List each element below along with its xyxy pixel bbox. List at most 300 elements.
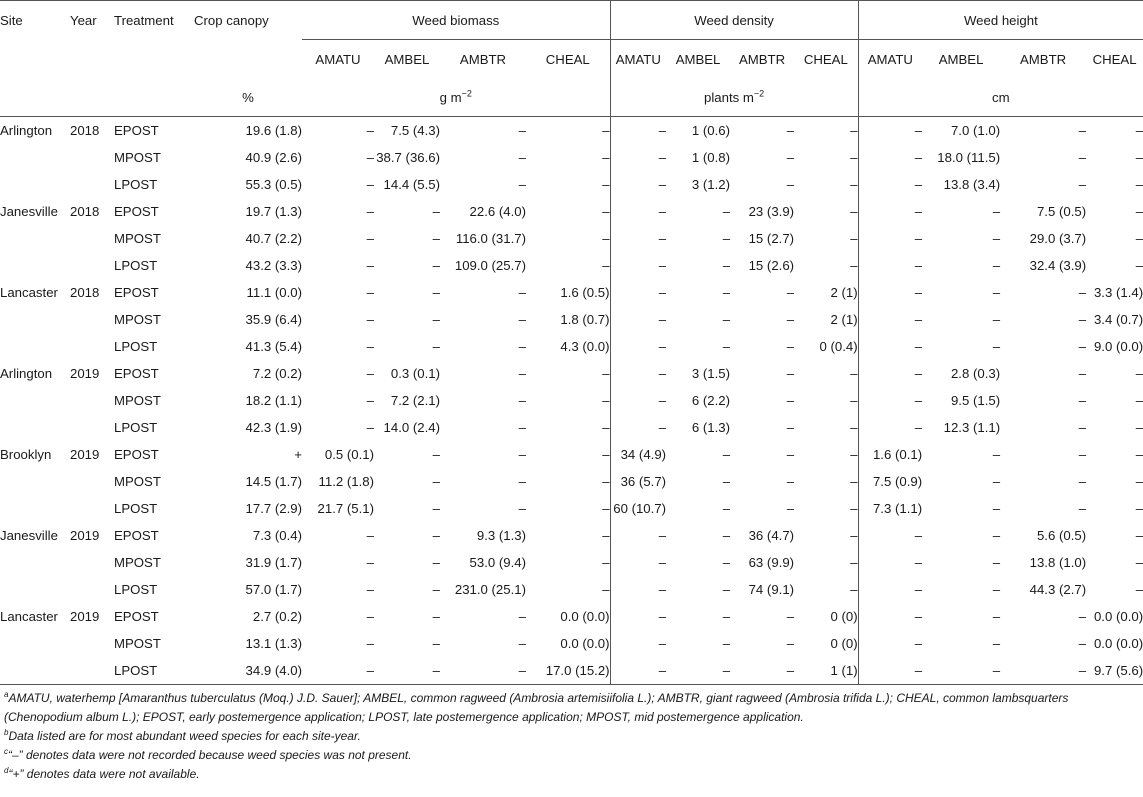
cell-site: Janesville [0,528,58,543]
table-row [0,630,1143,657]
cell-biomass: – [366,366,374,381]
cell-height: – [858,279,922,306]
cell-biomass: 1.8 (0.7) [560,312,610,327]
cell-biomass: 22.6 (4.0) [469,204,526,219]
cell-year [70,657,114,685]
species-header: AMATU [858,40,922,79]
cell-biomass: – [518,123,526,138]
cell-height: – [1135,582,1143,597]
cell-biomass: – [602,420,610,435]
cell-height: – [1078,177,1087,192]
cell-biomass: – [366,204,374,219]
table-row [0,468,1143,495]
cell-site [0,468,70,495]
cell-density: – [666,657,730,685]
cell-density: – [786,420,795,435]
cell-crop-canopy: 7.2 (0.2) [252,366,302,381]
cell-density: 1 (0.8) [691,150,731,165]
species-header: AMBEL [675,51,721,67]
cell-density: 15 (2.6) [748,258,795,273]
unit-weed-biomass: g $m^{-2}$ [302,78,610,117]
cell-biomass: – [518,636,526,651]
cell-density: – [786,312,795,327]
footnote-mark: a [4,690,9,699]
cell-density: 3 (1.2) [691,177,731,192]
table-row [0,171,1143,198]
cell-biomass: – [518,285,526,300]
cell-biomass: – [366,123,374,138]
unit-crop-canopy: % [242,89,254,105]
cell-biomass: – [602,528,610,543]
cell-treatment: MPOST [114,636,161,651]
cell-biomass: – [432,609,440,624]
cell-height: 7.3 (1.1) [858,495,922,522]
table-row [0,306,1143,333]
cell-height: – [858,198,922,225]
cell-biomass: – [366,150,374,165]
cell-biomass: – [366,582,374,597]
cell-density: – [610,252,666,279]
table-row [0,657,1143,685]
header-crop-canopy: Crop canopy [194,12,269,28]
cell-biomass: – [518,501,526,516]
cell-density: – [610,279,666,306]
cell-biomass: – [518,474,526,489]
table-row [0,387,1143,414]
cell-density: 74 (9.1) [748,582,795,597]
table-row [0,144,1143,171]
cell-year [70,252,114,279]
cell-treatment: LPOST [114,177,158,192]
cell-treatment: MPOST [114,474,161,489]
cell-site [0,306,70,333]
table-row [0,495,1143,522]
cell-biomass: – [302,657,374,685]
cell-height: – [992,528,1001,543]
header-year: Year [70,12,97,28]
table-row [0,198,1143,225]
cell-biomass: – [602,204,610,219]
cell-density: – [786,501,795,516]
cell-density: – [850,555,858,570]
footnote [4,727,1143,746]
cell-density: – [610,387,666,414]
cell-biomass: 14.0 (2.4) [383,420,440,435]
cell-biomass: – [366,231,374,246]
cell-height: – [1078,447,1087,462]
cell-height: – [1135,123,1143,138]
cell-biomass: – [432,501,440,516]
cell-density: – [610,549,666,576]
cell-year [70,171,114,198]
cell-height: – [1135,150,1143,165]
cell-year [70,468,114,495]
cell-height: – [1078,420,1087,435]
cell-density: – [850,393,858,408]
cell-height: 13.8 (3.4) [943,177,1001,192]
cell-density: 63 (9.9) [748,555,795,570]
cell-height: – [1135,501,1143,516]
cell-biomass: – [602,150,610,165]
footnote-text: “–” denotes data were not recorded because weed species was not present. [8,748,412,762]
cell-biomass: – [432,204,440,219]
cell-height: – [1135,474,1143,489]
cell-biomass: – [366,258,374,273]
cell-biomass: – [602,555,610,570]
cell-height: – [858,603,922,630]
cell-biomass: – [366,393,374,408]
cell-site: Brooklyn [0,447,52,462]
cell-site [0,414,70,441]
cell-height: – [858,225,922,252]
header-site: Site [0,12,23,28]
cell-density: 1 (1) [794,657,858,685]
cell-height: – [858,333,922,360]
cell-density: 1 (0.6) [691,123,731,138]
cell-height: – [1078,609,1087,624]
cell-density: – [850,231,858,246]
cell-treatment: MPOST [114,150,161,165]
cell-height: – [1078,636,1087,651]
cell-density: – [850,501,858,516]
cell-density: 6 (2.2) [691,393,731,408]
table-row [0,603,1143,630]
cell-site: Arlington [0,366,53,381]
footnote-text: Data listed are for most abundant weed species for each site-year. [8,729,361,743]
cell-height: 13.8 (1.0) [1029,555,1087,570]
cell-biomass: – [366,285,374,300]
table-body [0,117,1143,685]
cell-biomass: – [602,582,610,597]
cell-density: – [722,204,731,219]
cell-density: – [786,447,795,462]
cell-biomass: – [518,177,526,192]
cell-treatment: LPOST [114,339,158,354]
cell-biomass: – [374,657,440,685]
cell-site [0,657,70,685]
cell-density: – [722,555,731,570]
table-row [0,117,1143,145]
footnote [4,689,1143,727]
cell-height: 5.6 (0.5) [1036,528,1087,543]
cell-crop-canopy: 34.9 (4.0) [194,657,302,685]
cell-biomass: – [366,609,374,624]
cell-density: – [786,366,795,381]
cell-biomass: 21.7 (5.1) [317,501,374,516]
cell-density: – [722,447,731,462]
footnote [4,746,1143,765]
cell-year: 2019 [70,366,100,381]
cell-biomass: – [432,231,440,246]
cell-crop-canopy: 41.3 (5.4) [245,339,302,354]
footnote [4,765,1143,784]
cell-treatment: LPOST [114,582,158,597]
table-row [0,549,1143,576]
cell-height: 3.4 (0.7) [1093,312,1143,327]
cell-biomass: 53.0 (9.4) [469,555,526,570]
cell-density: 34 (4.9) [610,441,666,468]
cell-biomass: 109.0 (25.7) [454,258,526,273]
cell-density: – [610,306,666,333]
cell-year [70,306,114,333]
table-row [0,333,1143,360]
cell-site: Lancaster [0,285,58,300]
cell-biomass: – [432,555,440,570]
cell-biomass: – [518,447,526,462]
table-row [0,441,1143,468]
cell-biomass: – [432,285,440,300]
cell-height: – [1078,339,1087,354]
cell-density: – [850,528,858,543]
cell-biomass: – [518,393,526,408]
cell-treatment: EPOST [114,609,159,624]
cell-density: 36 (5.7) [610,468,666,495]
cell-height: – [1135,393,1143,408]
cell-biomass: – [432,636,440,651]
cell-crop-canopy: 42.3 (1.9) [245,420,302,435]
cell-treatment: EPOST [114,366,159,381]
species-header: AMBEL [938,51,984,67]
cell-biomass: – [602,231,610,246]
species-header: AMATU [315,51,361,67]
footnotes [0,689,1143,784]
cell-biomass: 231.0 (25.1) [454,582,526,597]
cell-biomass: 14.4 (5.5) [383,177,440,192]
cell-biomass: – [602,393,610,408]
cell-height: – [858,306,922,333]
cell-density: – [610,144,666,171]
cell-biomass: – [432,528,440,543]
cell-biomass: – [432,312,440,327]
cell-biomass: 9.3 (1.3) [476,528,526,543]
cell-treatment: MPOST [114,555,161,570]
cell-treatment: MPOST [114,231,161,246]
cell-height: – [858,387,922,414]
cell-density: – [610,360,666,387]
cell-height: – [1135,420,1143,435]
cell-biomass: 0.5 (0.1) [324,447,374,462]
cell-height: – [992,312,1001,327]
cell-density: 2 (1) [830,285,858,300]
footnote-text: “+” denotes data were not available. [8,767,200,781]
cell-biomass: – [602,177,610,192]
cell-height: – [992,285,1001,300]
cell-height: – [992,636,1001,651]
cell-density: 60 (10.7) [610,495,666,522]
cell-biomass: – [602,366,610,381]
cell-density: – [850,150,858,165]
cell-height: – [858,360,922,387]
cell-treatment: LPOST [114,420,158,435]
cell-year [70,495,114,522]
cell-crop-canopy: 40.9 (2.6) [245,150,302,165]
cell-height: – [992,474,1001,489]
cell-treatment: MPOST [114,393,161,408]
cell-year [70,333,114,360]
cell-crop-canopy: 7.3 (0.4) [252,528,302,543]
cell-height: 12.3 (1.1) [943,420,1001,435]
cell-height: – [1078,285,1087,300]
cell-biomass: 38.7 (36.6) [376,150,440,165]
cell-density: – [610,576,666,603]
cell-density: 3 (1.5) [691,366,731,381]
cell-biomass: – [432,447,440,462]
cell-density: 2 (1) [830,312,858,327]
cell-density: – [786,123,795,138]
cell-height: – [1135,231,1143,246]
cell-density: – [850,123,858,138]
cell-biomass: – [366,636,374,651]
cell-density: – [786,636,795,651]
cell-height: 7.5 (0.5) [1036,204,1087,219]
table-row [0,225,1143,252]
cell-density: – [610,414,666,441]
cell-height: – [858,144,922,171]
cell-height: – [1135,204,1143,219]
cell-height: – [1078,474,1087,489]
cell-density: – [786,609,795,624]
cell-biomass: – [366,177,374,192]
cell-site: Lancaster [0,609,58,624]
table-row [0,360,1143,387]
cell-density: – [850,258,858,273]
cell-density: – [850,447,858,462]
species-header: AMBTR [1020,51,1067,67]
cell-biomass: – [602,123,610,138]
cell-biomass: 11.2 (1.8) [318,474,374,489]
cell-biomass: 4.3 (0.0) [560,339,610,354]
species-header: AMATU [610,40,666,79]
cell-density: – [722,285,731,300]
cell-density: 23 (3.9) [748,204,795,219]
table-row [0,252,1143,279]
cell-year: 2018 [70,123,100,138]
cell-height: – [1000,657,1086,685]
cell-year: 2018 [70,204,100,219]
table-row [0,576,1143,603]
header-weed-height: Weed height [858,1,1143,40]
cell-height: – [858,522,922,549]
cell-year [70,144,114,171]
cell-density: – [850,204,858,219]
cell-height: 29.0 (3.7) [1029,231,1087,246]
cell-height: – [858,252,922,279]
cell-height: – [1135,528,1143,543]
cell-height: – [858,630,922,657]
header-treatment: Treatment [114,12,174,28]
unit-weed-density: plants $m^{-2}$ [610,78,858,117]
cell-crop-canopy: 40.7 (2.2) [245,231,302,246]
cell-crop-canopy: 17.7 (2.9) [245,501,302,516]
cell-height: – [992,501,1001,516]
cell-density: – [610,225,666,252]
cell-height: 9.0 (0.0) [1093,339,1143,354]
cell-biomass: – [432,474,440,489]
footnote-mark: d [4,766,9,775]
cell-year: 2019 [70,528,100,543]
cell-height: – [922,657,1000,685]
cell-density: 0 (0.4) [819,339,858,354]
cell-density: – [610,333,666,360]
cell-biomass: 17.0 (15.2) [526,657,610,685]
cell-density: – [722,609,731,624]
cell-density: – [786,177,795,192]
cell-height: 9.5 (1.5) [950,393,1001,408]
cell-density: – [730,657,794,685]
cell-height: – [858,657,922,685]
cell-density: – [610,198,666,225]
cell-density: – [610,603,666,630]
cell-density: – [722,258,731,273]
cell-height: 0.0 (0.0) [1093,636,1143,651]
cell-year: 2018 [70,285,100,300]
cell-biomass: 7.2 (2.1) [390,393,440,408]
cell-height: – [992,447,1001,462]
cell-site [0,333,70,360]
cell-treatment: LPOST [114,258,158,273]
cell-height: 2.8 (0.3) [950,366,1001,381]
cell-site [0,630,70,657]
cell-height: 3.3 (1.4) [1093,285,1143,300]
cell-biomass: – [366,312,374,327]
cell-year [70,414,114,441]
cell-density: 0 (0) [830,609,858,624]
cell-height: 44.3 (2.7) [1029,582,1087,597]
cell-year: 2019 [70,447,100,462]
cell-height: 7.0 (1.0) [950,123,1001,138]
cell-biomass: – [366,420,374,435]
cell-height: – [992,339,1001,354]
cell-height: – [992,231,1001,246]
cell-crop-canopy: 43.2 (3.3) [245,258,302,273]
cell-treatment: EPOST [114,447,159,462]
cell-height: – [858,171,922,198]
cell-biomass: – [432,339,440,354]
cell-height: 7.5 (0.9) [858,468,922,495]
cell-biomass: – [602,474,610,489]
cell-treatment: LPOST [114,657,194,685]
cell-site [0,576,70,603]
cell-crop-canopy: 2.7 (0.2) [252,609,302,624]
cell-height: – [992,258,1001,273]
cell-height: – [858,117,922,145]
cell-treatment: LPOST [114,501,158,516]
cell-height: – [1078,393,1087,408]
cell-height: 32.4 (3.9) [1029,258,1087,273]
cell-site: Arlington [0,123,53,138]
cell-site [0,225,70,252]
cell-density: – [786,393,795,408]
table-header [0,1,1143,117]
cell-treatment: EPOST [114,528,159,543]
cell-height: – [1078,501,1087,516]
cell-height: – [858,414,922,441]
cell-height: – [1078,312,1087,327]
cell-height: – [1135,366,1143,381]
cell-site [0,495,70,522]
cell-height: – [992,555,1001,570]
cell-biomass: – [366,528,374,543]
cell-biomass: – [518,366,526,381]
cell-year: 2019 [70,609,100,624]
species-header: CHEAL [803,51,848,67]
cell-crop-canopy: 18.2 (1.1) [245,393,302,408]
footnote-text: AMATU, waterhemp [Amaranthus tuberculatus (Moq.) J.D. Sauer]; AMBEL, common ragweed (Ambrosia artemisiifolia L.); AMBTR, giant ragweed (Ambrosia trifida L.); CHEAL, common lambsquarters (Chenopodium album L.); EPOST, early postemergence application; LPOST, late postemergence application; MPOST, mid postemergence application. [4,691,1069,724]
cell-site [0,144,70,171]
cell-biomass: 7.5 (4.3) [390,123,440,138]
footnote-mark: b [4,728,9,737]
unit-weed-height: cm [858,78,1143,117]
